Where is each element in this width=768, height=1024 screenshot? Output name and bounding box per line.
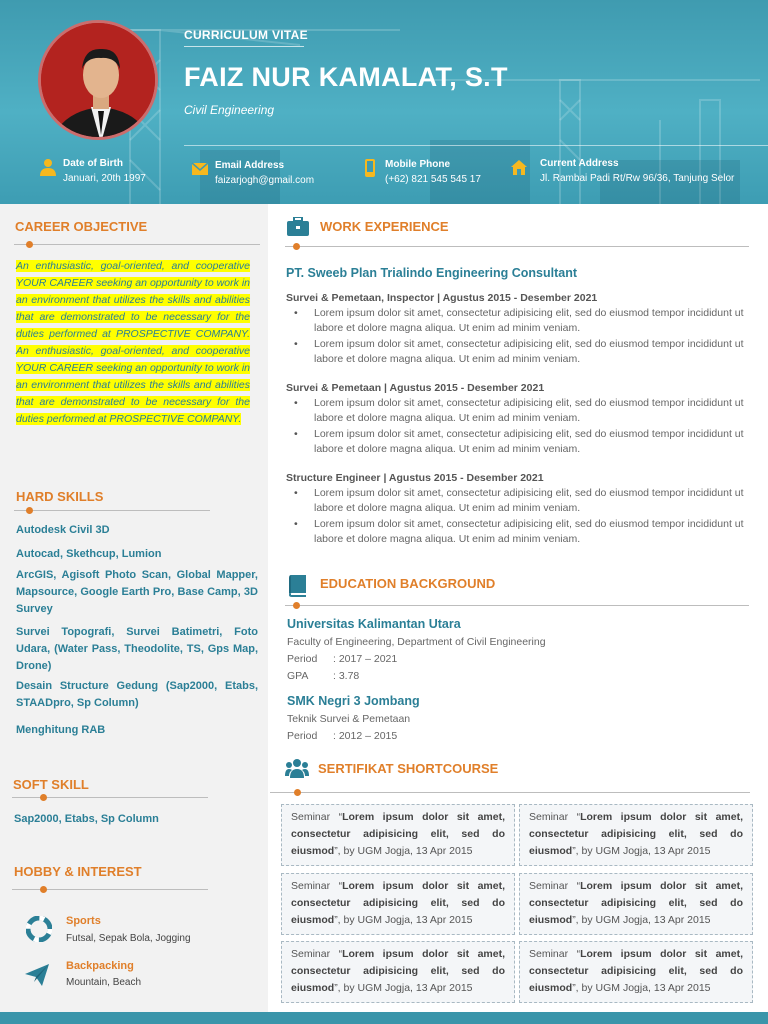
info-birth [63,156,146,186]
cert-suffix: ”, by UGM Jogja, 13 Apr 2015 [334,982,473,994]
certificate-card [519,804,753,866]
job-bullet: • Lorem ipsum dolor sit amet, consectetur adipisicing elit, sed do eiusmod tempor incididunt ut labore et dolore magna aliqua. Ut enim ad minim veniam. [286,396,756,426]
footer-bar [0,1012,768,1024]
certificate-card [519,873,753,935]
cert-suffix: ”, by UGM Jogja, 13 Apr 2015 [334,914,473,926]
hard-skills-divider [14,510,210,511]
school-faculty: Teknik Survei & Pemetaan [287,713,411,725]
book-icon [288,575,308,597]
school-period [287,730,397,742]
hard-skill-item: Menghitung RAB [16,724,106,736]
cert-suffix: ”, by UGM Jogja, 13 Apr 2015 [572,982,711,994]
period-value: : 2017 – 2021 [333,653,398,665]
soft-skill-heading: SOFT SKILL [13,777,89,792]
job-entry [286,472,756,548]
hobby-sports-title: Sports [66,915,101,927]
job-title: Survei & Pemetaan, Inspector | Agustus 2015 - Desember 2021 [286,292,598,304]
career-objective-divider [14,244,260,245]
period-value: : 2012 – 2015 [333,730,398,742]
job-bullet: • Lorem ipsum dolor sit amet, consectetur adipisicing elit, sed do eiusmod tempor incididunt ut labore et dolore magna aliqua. Ut enim ad minim veniam. [286,337,756,367]
info-address [540,156,734,186]
education-divider [285,605,749,606]
period-label: Period [287,653,318,665]
job-bullet: • Lorem ipsum dolor sit amet, consectetur adipisicing elit, sed do eiusmod tempor incididunt ut labore et dolore magna aliqua. Ut enim ad minim veniam. [286,517,756,547]
school-name: Universitas Kalimantan Utara [287,617,461,631]
briefcase-icon [287,217,309,236]
hard-skill-item: Autodesk Civil 3D [16,524,110,536]
group-users-icon [285,758,309,778]
job-bullet: • Lorem ipsum dolor sit amet, consectetur adipisicing elit, sed do eiusmod tempor incididunt ut labore et dolore magna aliqua. Ut enim ad minim veniam. [286,486,756,516]
cert-suffix: ”, by UGM Jogja, 13 Apr 2015 [572,914,711,926]
cert-prefix: Seminar “ [291,948,343,960]
paper-plane-icon [24,962,50,988]
certificate-card [281,941,515,1003]
gpa-value: : 3.78 [333,670,360,682]
header-divider [184,145,768,146]
certificate-card [281,804,515,866]
hobby-marker [40,886,47,893]
job-entry [286,292,756,368]
certificates-divider [270,792,750,793]
info-phone-label: Mobile Phone [385,159,450,170]
career-objective-text [16,258,250,428]
certificate-card [519,941,753,1003]
career-objective-heading: CAREER OBJECTIVE [15,219,148,234]
job-bullet: • Lorem ipsum dolor sit amet, consectetur adipisicing elit, sed do eiusmod tempor incididunt ut labore et dolore magna aliqua. Ut enim ad minim veniam. [286,427,756,457]
cert-prefix: Seminar “ [529,811,581,823]
cert-prefix: Seminar “ [529,880,581,892]
mail-icon [191,160,209,178]
cv-label: CURRICULUM VITAE [184,28,308,42]
career-objective-highlight: An enthusiastic, goal-oriented, and cooperative YOUR CAREER seeking an opportunity to work in an environment that utilizes the skills and abilities that are demonstrated to be necessary for the duties performed at PROSPECTIVE COMPANY. An enthusiastic, goal-oriented, and cooperative YOUR CAREER seeking an opportunity to work in an environment that utilizes the skills and abilities that are demonstrated to be necessary for the duties performed at PROSPECTIVE COMPANY. [16,260,250,425]
cert-prefix: Seminar “ [291,880,343,892]
person-name: FAIZ NUR KAMALAT, S.T [184,62,508,92]
info-address-label: Current Address [540,158,619,169]
soft-skill-item: Sap2000, Etabs, Sp Column [14,813,159,825]
school-period [287,653,397,665]
info-address-value: Jl. Rambai Padi Rt/Rw 96/36, Tanjung Selor [540,173,735,184]
career-objective-marker [26,241,33,248]
hobby-backpacking-title: Backpacking [66,960,134,972]
hobby-heading: HOBBY & INTEREST [14,864,142,879]
cert-title: Lorem ipsum dolor sit amet, consectetur adipisicing elit, sed do eiusmod [291,880,506,926]
info-birth-value: Januari, 20th 1997 [63,173,146,184]
job-entry [286,382,756,458]
hobby-sports-detail: Futsal, Sepak Bola, Jogging [66,933,191,944]
info-email-value[interactable]: faizarjogh@gmail.com [215,175,315,186]
hard-skills-marker [26,507,33,514]
cert-suffix: ”, by UGM Jogja, 13 Apr 2015 [572,845,711,857]
info-phone-value: (+62) 821 545 545 17 [385,174,481,185]
info-birth-label: Date of Birth [63,158,123,169]
education-marker [293,602,300,609]
cert-title: Lorem ipsum dolor sit amet, consectetur adipisicing elit, sed do eiusmod [529,811,744,857]
cert-title: Lorem ipsum dolor sit amet, consectetur adipisicing elit, sed do eiusmod [529,948,744,994]
cert-title: Lorem ipsum dolor sit amet, consectetur adipisicing elit, sed do eiusmod [291,811,506,857]
profile-photo [38,20,158,140]
hard-skill-item: Desain Structure Gedung (Sap2000, Etabs, STAADpro, Sp Column) [16,680,258,709]
cert-title: Lorem ipsum dolor sit amet, consectetur adipisicing elit, sed do eiusmod [529,880,744,926]
header-banner [0,0,768,204]
cert-suffix: ”, by UGM Jogja, 13 Apr 2015 [334,845,473,857]
hard-skill-item: Survei Topografi, Survei Batimetri, Foto Udara, (Water Pass, Theodolite, TS, Gps Map, Drone) [16,626,258,672]
info-email-label: Email Address [215,160,285,171]
education-heading: EDUCATION BACKGROUND [320,576,496,591]
school-faculty: Faculty of Engineering, Department of Civil Engineering [287,636,546,648]
hard-skill-item: Autocad, Skethcup, Lumion [16,548,162,560]
home-icon [510,158,528,176]
info-phone [385,157,481,187]
certificates-heading: SERTIFIKAT SHORTCOURSE [318,761,499,776]
work-experience-marker [293,243,300,250]
job-title: Structure Engineer | Agustus 2015 - Desember 2021 [286,472,544,484]
left-sidebar [0,204,268,1012]
school-gpa [287,670,359,682]
cert-prefix: Seminar “ [529,948,581,960]
person-title: Civil Engineering [184,103,275,117]
job-title: Survei & Pemetaan | Agustus 2015 - Desember 2021 [286,382,545,394]
hard-skills-heading: HARD SKILLS [16,489,104,504]
lifebuoy-icon [26,916,52,942]
info-email [215,158,314,188]
job-bullet: • Lorem ipsum dolor sit amet, consectetur adipisicing elit, sed do eiusmod tempor incididunt ut labore et dolore magna aliqua. Ut enim ad minim veniam. [286,306,756,336]
certificates-marker [294,789,301,796]
user-icon [39,158,57,176]
gpa-label: GPA [287,670,309,682]
period-label: Period [287,730,318,742]
work-experience-heading: WORK EXPERIENCE [320,219,449,234]
hard-skill-item: ArcGIS, Agisoft Photo Scan, Global Mapper, Mapsource, Google Earth Pro, Base Camp, 3D Survey [16,569,258,615]
school-name: SMK Negri 3 Jombang [287,694,420,708]
work-experience-divider [285,246,749,247]
hobby-backpacking-detail: Mountain, Beach [66,977,142,988]
certificate-card [281,873,515,935]
phone-icon [361,159,379,177]
company-name: PT. Sweeb Plan Trialindo Engineering Consultant [286,266,578,280]
cert-title: Lorem ipsum dolor sit amet, consectetur adipisicing elit, sed do eiusmod [291,948,506,994]
cv-label-divider [184,46,304,47]
cert-prefix: Seminar “ [291,811,343,823]
soft-skill-marker [40,794,47,801]
